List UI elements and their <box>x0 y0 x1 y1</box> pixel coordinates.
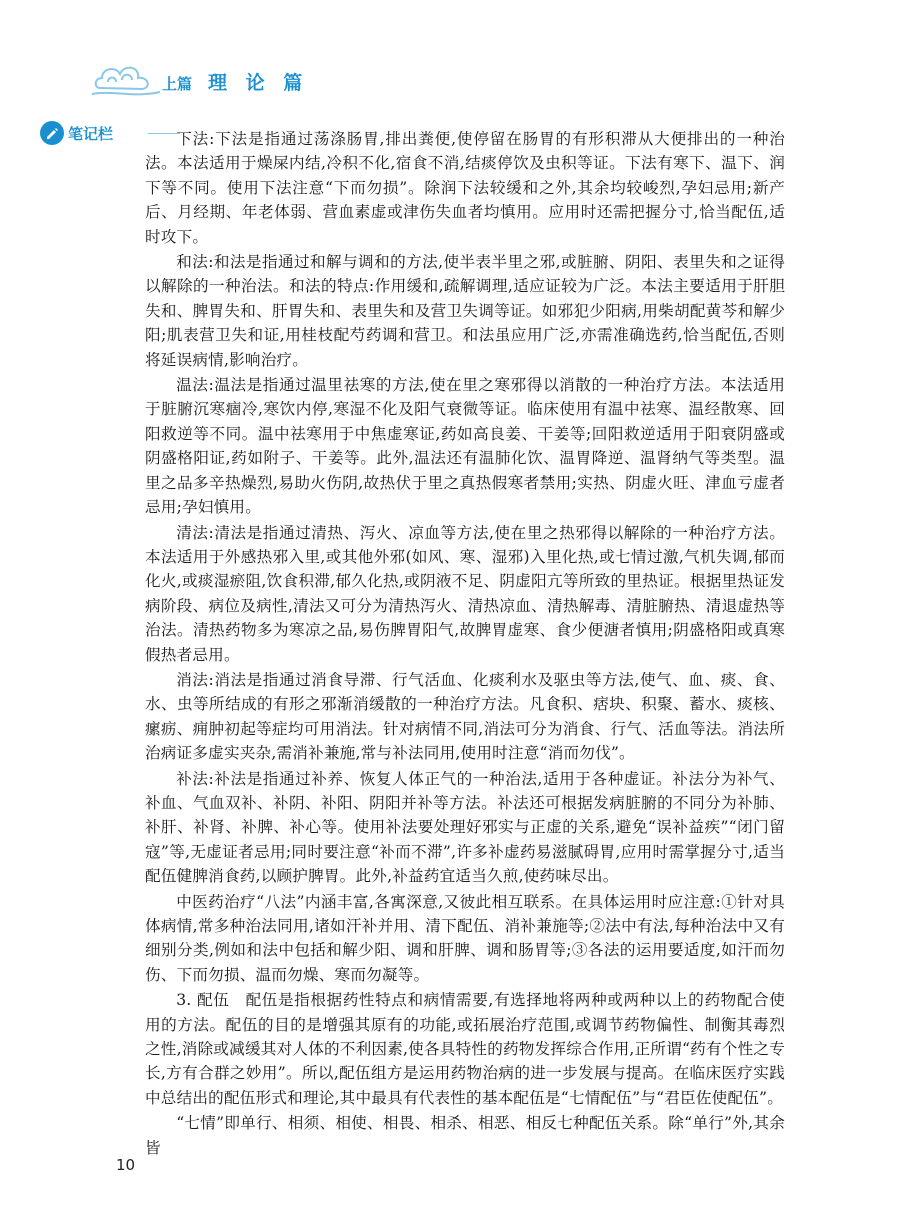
paragraph-xiafa: 下法:下法是指通过荡涤肠胃,排出粪便,使停留在肠胃的有形积滞从大便排出的一种治法。本法适用于燥屎内结,冷积不化,宿食不消,结痰停饮及虫积等证。下法有寒下、温下、润下等不同。使用下法注意“下而勿损”。除润下法较缓和之外,其余均较峻烈,孕妇忌用;新产后、月经期、年老体弱、营血素虚或津伤失血者均慎用。应用时还需把握分寸,恰当配伍,适时攻下。 <box>145 130 785 246</box>
paragraph-xiaofa: 消法:消法是指通过消食导滞、行气活血、化痰利水及驱虫等方法,使气、血、痰、食、水、虫等所结成的有形之邪渐消缓散的一种治疗方法。凡食积、痞块、积聚、蓄水、痰核、瘰疬、痈肿初起等症均可用消法。针对病情不同,消法可分为消食、行气、活血等法。消法所治病证多虚实夹杂,需消补兼施,常与补法同用,使用时注意“消而勿伐”。 <box>145 670 785 763</box>
pen-note-icon <box>40 121 64 145</box>
paragraph-wenfa: 温法:温法是指通过温里祛寒的方法,使在里之寒邪得以消散的一种治疗方法。本法适用于脏腑沉寒痼冷,寒饮内停,寒湿不化及阳气衰微等证。临床使用有温中祛寒、温经散寒、回阳救逆等不同。温中祛寒用于中焦虚寒证,药如高良姜、干姜等;回阳救逆适用于阳衰阴盛或阴盛格阳证,药如附子、干姜等。此外,温法还有温肺化饮、温胃降逆、温肾纳气等类型。温里之品多辛热燥烈,易助火伤阴,故热伏于里之真热假寒者禁用;实热、阴虚火旺、津血亏虚者忌用;孕妇慎用。 <box>145 376 785 517</box>
notes-label-text: 笔记栏 <box>68 125 114 143</box>
paragraph-qingfa: 清法:清法是指通过清热、泻火、凉血等方法,使在里之热邪得以解除的一种治疗方法。本法适用于外感热邪入里,或其他外邪(如风、寒、湿邪)入里化热,或七情过激,气机失调,郁而化火,或痰湿瘀阻,饮食积滞,郁久化热,或阴液不足、阴虚阳亢等所致的里热证。根据里热证发病阶段、病位及病性,清法又可分为清热泻火、清热凉血、清热解毒、清脏腑热、清退虚热等治法。清热药物多为寒凉之品,易伤脾胃阳气,故脾胃虚寒、食少便溏者慎用;阴盛格阳或真寒假热者忌用。 <box>145 523 785 664</box>
paragraph-hefa: 和法:和法是指通过和解与调和的方法,使半表半里之邪,或脏腑、阴阳、表里失和之证得以解除的一种治法。和法的特点:作用缓和,疏解调理,适应证较为广泛。本法主要适用于肝胆失和、脾胃失和、肝胃失和、表里失和及营卫失调等证。如邪犯少阳病,用柴胡配黄芩和解少阳;肌表营卫失和证,用桂枝配芍药调和营卫。和法虽应用广泛,亦需准确选药,恰当配伍,否则将延误病情,影响治疗。 <box>145 253 785 369</box>
part-label: 上篇 <box>162 75 193 93</box>
running-head <box>162 68 308 95</box>
page-number: 10 <box>116 1156 136 1174</box>
page-header <box>0 0 900 110</box>
cloud-logo-icon <box>92 58 162 96</box>
paragraph-peiwu: 3. 配伍 配伍是指根据药性特点和病情需要,有选择地将两种或两种以上的药物配合使用的方法。配伍的目的是增强其原有的功能,或拓展治疗范围,或调节药物偏性、制衡其毒烈之性,消除或减缓其对人体的不利因素,使各具特性的药物发挥综合作用,正所谓“药有个性之专长,方有合群之妙用”。所以,配伍组方是运用药物治病的进一步发展与提高。在临床医疗实践中总结出的配伍形式和理论,其中最具有代表性的基本配伍是“七情配伍”与“君臣佐使配伍”。 <box>145 991 785 1107</box>
paragraph-bufa: 补法:补法是指通过补养、恢复人体正气的一种治法,适用于各种虚证。补法分为补气、补血、气血双补、补阴、补阳、阴阳并补等方法。补法还可根据发病脏腑的不同分为补肺、补肝、补肾、补脾、补心等。使用补法要处理好邪实与正虚的关系,避免“误补益疾”“闭门留寇”等,无虚证者忌用;同时要注意“补而不滞”,许多补虚药易滋腻碍胃,应用时需掌握分寸,适当配伍健脾消食药,以顾护脾胃。此外,补益药宜适当久煎,使药味尽出。 <box>145 769 785 886</box>
body-text <box>145 127 785 1161</box>
paragraph-bafa-summary: 中医药治疗“八法”内涵丰富,各寓深意,又彼此相互联系。在具体运用时应注意:①针对具体病情,常多种治法同用,诸如汗补并用、清下配伍、消补兼施等;②法中有法,每种治法中又有细别分类,例如和法中包括和解少阳、调和肝脾、调和肠胃等;③各法的运用要适度,如汗而勿伤、下而勿损、温而勿燥、寒而勿凝等。 <box>145 892 785 984</box>
paragraph-qiqing: “七情”即单行、相须、相使、相畏、相杀、相恶、相反七种配伍关系。除“单行”外,其余皆 <box>145 1114 785 1157</box>
part-title: 理 论 篇 <box>208 72 309 94</box>
